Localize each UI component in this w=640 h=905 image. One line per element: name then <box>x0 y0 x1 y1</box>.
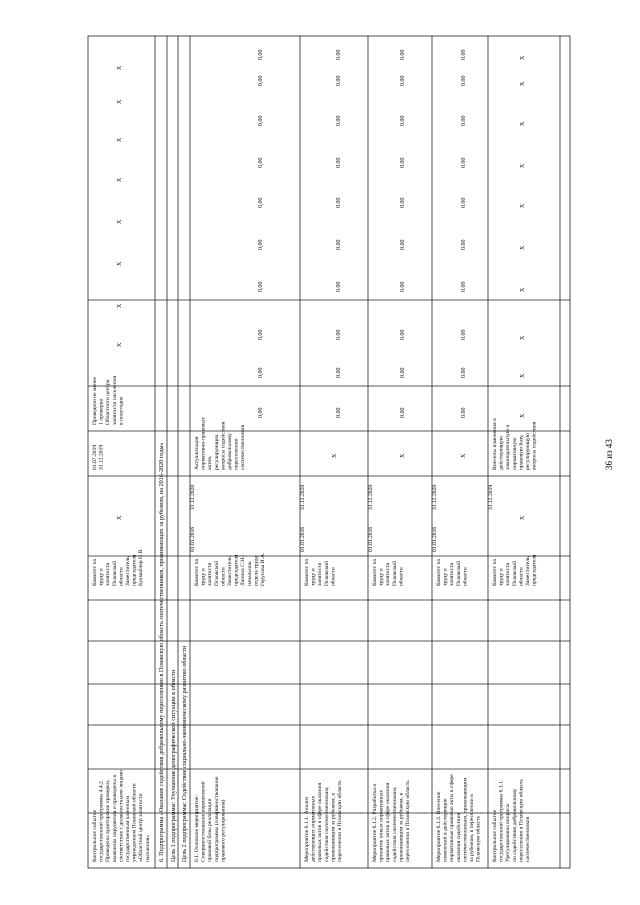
svg-text:0.00: 0.00 <box>336 407 342 418</box>
svg-text:X: X <box>117 65 123 70</box>
row-6-1-3 <box>432 50 482 863</box>
svg-text:0.00: 0.00 <box>461 407 467 418</box>
svg-text:X: X <box>117 261 123 266</box>
svg-text:0.00: 0.00 <box>336 239 342 250</box>
row-start: X <box>520 515 526 520</box>
row-name: 6.1. Основное мероприятие:Совершенствование нормативнойправовой базы реализацииподпрограммы (совершенствованиеправового регулирования) <box>194 776 227 862</box>
svg-text:X: X <box>520 55 526 60</box>
svg-text:0,00: 0,00 <box>258 115 264 126</box>
svg-text:X: X <box>117 99 123 104</box>
row-values <box>258 50 264 419</box>
svg-text:X: X <box>117 342 123 347</box>
row-6-1-main-measure <box>190 50 266 863</box>
row-values <box>520 55 526 418</box>
svg-text:0.00: 0.00 <box>400 407 406 418</box>
svg-text:0.00: 0.00 <box>461 239 467 250</box>
svg-text:0,00: 0,00 <box>258 197 264 208</box>
subprogram-6-title: 6. Подпрограмма «Оказание содействия добровольному переселению в Псковскую область соотечественников, проживающих за рубежом, на 2016-2020 годы» <box>158 442 165 862</box>
row-executor: Комитет потруду изанятостиПсковскойобласти <box>304 558 337 586</box>
svg-text:0.00: 0.00 <box>336 49 342 60</box>
svg-text:X: X <box>520 335 526 340</box>
svg-text:X: X <box>117 303 123 308</box>
row-start: 01.01.2016 <box>432 526 438 552</box>
row-executor: Комитет потруду изанятостиПсковскойобластиЗаместительпредседателяЛапина С.Н.,начальникотдела трудаГерусова И.А. <box>194 552 266 586</box>
row-executor: Комитет потруду изанятостиПсковскойобласти <box>436 558 469 586</box>
svg-text:X: X <box>520 413 526 418</box>
svg-text:X: X <box>520 245 526 250</box>
row-name: Мероприятие 6.1.2. Разработка ипринятие новых нормативныхправовых актов в сфере оказаниясодействия соотечественникам,проживающим за рубежом, впереселении в Псковскую область <box>372 780 411 862</box>
svg-text:0.00: 0.00 <box>461 157 467 168</box>
svg-text:0.00: 0.00 <box>400 75 406 86</box>
svg-text:0.00: 0.00 <box>400 239 406 250</box>
row-name: Мероприятие 6.1.1. Анализдействующих нормативныхправовых актов в сфере оказаниясодействия соотечественникам,проживающим за рубежом, впереселении в Псковскую область <box>304 780 343 862</box>
svg-text:0.00: 0.00 <box>336 281 342 292</box>
row-end: 31.12.2020 <box>190 484 196 510</box>
svg-text:0,00: 0,00 <box>258 49 264 60</box>
row-end: 31.12.2019 <box>488 484 494 510</box>
svg-text:0.00: 0.00 <box>461 329 467 340</box>
row-start: 01.01.2016 <box>368 526 374 552</box>
row-name: Контрольное событиегосударственной программы 4.4.2.Проведены аудиторские проверки,выявлены нарушения и приведены всоответствие с должностными лицамигосударственным казеннымучреждением Псковской области«Областной центр занятостинаселения» <box>92 770 151 862</box>
row-end: 01.07.201931.12.2019 <box>92 444 105 470</box>
svg-text:0.00: 0.00 <box>336 197 342 208</box>
svg-text:0.00: 0.00 <box>400 329 406 340</box>
row-executor: Комитет потруду изанятостиПсковскойобластиЗаместительпредседателя <box>492 554 538 586</box>
svg-text:0.00: 0.00 <box>336 329 342 340</box>
svg-text:X: X <box>520 121 526 126</box>
svg-text:X: X <box>117 219 123 224</box>
row-6-1-2 <box>368 50 411 863</box>
row-values <box>461 50 467 419</box>
row-executor: Комитет потруду изанятостиПсковскойобластиЗаместительпредседателяБукмайлер Н.В. <box>92 548 145 586</box>
svg-text:X: X <box>520 203 526 208</box>
row-end: 31.12.2020 <box>300 484 306 510</box>
page-number: 36 из 43 <box>604 439 614 470</box>
row-result: X <box>332 453 338 458</box>
row-start: X <box>117 515 123 520</box>
svg-text:0.00: 0.00 <box>461 75 467 86</box>
svg-text:X: X <box>117 137 123 142</box>
row-values <box>400 50 406 419</box>
row-end: 31.12.2020 <box>368 484 374 510</box>
svg-text:0,00: 0,00 <box>258 407 264 418</box>
goal-title: Цель 1 подпрограммы: Улучшение демографической ситуации в области <box>170 669 177 862</box>
svg-text:0.00: 0.00 <box>461 281 467 292</box>
row-control-event-6-1-1 <box>488 55 538 862</box>
svg-text:0.00: 0.00 <box>400 157 406 168</box>
row-result: Внесены изменения вдействующуюзаконодательную инормативнуюправовую базу,регулирующуювопросы содействия <box>492 418 538 470</box>
row-control-event-4-4-2 <box>91 65 151 862</box>
svg-text:X: X <box>117 177 123 182</box>
svg-text:0.00: 0.00 <box>461 115 467 126</box>
row-start: 01.01.2016 <box>300 526 306 552</box>
svg-text:X: X <box>520 373 526 378</box>
svg-text:X: X <box>520 287 526 292</box>
svg-text:0.00: 0.00 <box>400 281 406 292</box>
svg-text:0.00: 0.00 <box>400 115 406 126</box>
svg-text:X: X <box>520 81 526 86</box>
row-result: Актуализациянормативно-правовыхактов,регулирующихвопросы содействиядобровольномупереселениюсоотечественников <box>194 417 247 470</box>
row-name: Мероприятие 6.1.3. Внесениеизменений в действующиенормативные правовые акты в сфереоказания содействиясоотечественникам, проживающимза рубежом, в переселении вПсковскую область <box>436 774 482 862</box>
svg-text:0.00: 0.00 <box>461 49 467 60</box>
svg-text:0.00: 0.00 <box>336 75 342 86</box>
svg-text:0,00: 0,00 <box>258 75 264 86</box>
svg-text:0.00: 0.00 <box>400 49 406 60</box>
svg-text:0.00: 0.00 <box>336 115 342 126</box>
row-result: X <box>461 453 467 458</box>
row-executor: Комитет потруду изанятостиПсковскойобласти <box>372 558 405 586</box>
svg-text:0.00: 0.00 <box>336 367 342 378</box>
task-title: Цель 2 подпрограммы: Содействие социально-экономическому развитию области <box>181 645 188 862</box>
svg-text:0,00: 0,00 <box>258 281 264 292</box>
svg-text:0,00: 0,00 <box>258 239 264 250</box>
row-result: Проведено не менее1 проверкиОбластного центразанятости населенияв полугодие <box>92 375 125 425</box>
svg-text:0.00: 0.00 <box>400 197 406 208</box>
svg-text:0,00: 0,00 <box>258 367 264 378</box>
svg-text:0,00: 0,00 <box>258 157 264 168</box>
row-end: 31.12.2020 <box>432 484 438 510</box>
svg-text:0.00: 0.00 <box>461 197 467 208</box>
row-name: Контрольное событиегосударственной программы 6.1.1.Урегулированы вопросыпо содействию добровольномупереселению в Псковскую областьсоотечественников <box>492 779 531 862</box>
svg-text:0.00: 0.00 <box>461 367 467 378</box>
svg-text:0.00: 0.00 <box>400 367 406 378</box>
svg-text:0.00: 0.00 <box>336 157 342 168</box>
svg-text:X: X <box>520 163 526 168</box>
row-result: X <box>400 453 406 458</box>
row-values <box>336 50 342 419</box>
row-values <box>117 65 123 347</box>
row-start: 01.01.2016 <box>190 526 196 552</box>
svg-text:0,00: 0,00 <box>258 329 264 340</box>
row-6-1-1 <box>300 50 343 863</box>
